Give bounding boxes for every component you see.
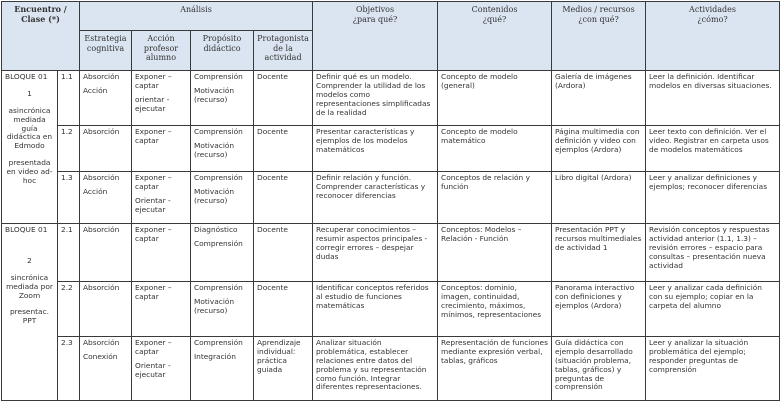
clase-cell: 1.3 <box>58 172 80 224</box>
contenidos-cell: Concepto de modelo matemático <box>438 126 552 172</box>
objetivos-cell: Definir qué es un modelo. Comprender la utilidad de los modelos como representaciones simplificadas de la realidad <box>313 71 438 126</box>
header-analisis: Análisis <box>80 2 313 31</box>
block-cell: BLOQUE 01 1 asincrónica mediada guía didáctica en Edmodo presentada en video ad-hoc <box>2 71 58 224</box>
actividades-cell: Leer texto con definición. Ver el video. Registrar en carpeta usos de modelos matemáticos <box>646 126 780 172</box>
clase-cell: 1.1 <box>58 71 80 126</box>
clase-cell: 2.1 <box>58 224 80 282</box>
clase-cell: 2.2 <box>58 282 80 337</box>
contenidos-cell: Conceptos: dominio, imagen, continuidad, crecimiento, máximos, mínimos, representaciones <box>438 282 552 337</box>
contenidos-cell: Conceptos de relación y función <box>438 172 552 224</box>
clase-cell: 1.2 <box>58 126 80 172</box>
estrategia-cell: Absorción Acción <box>80 71 132 126</box>
proposito-cell: Comprensión Motivación (recurso) <box>191 172 254 224</box>
table-row <box>2 337 780 401</box>
objetivos-cell: Analizar situación problemática, establecer relaciones entre datos del problema y su representación como función. Integrar diferentes representaciones. <box>313 337 438 401</box>
estrategia-cell: Absorción Conexión <box>80 337 132 401</box>
actividades-cell: Leer y analizar la situación problemática del ejemplo; responder preguntas de comprensión <box>646 337 780 401</box>
medios-cell: Libro digital (Ardora) <box>552 172 646 224</box>
contenidos-cell: Conceptos: Modelos – Relación - Función <box>438 224 552 282</box>
accion-cell: Exponer – captar Orientar - ejecutar <box>132 337 191 401</box>
objetivos-cell: Definir relación y función. Comprender características y reconocer diferencias <box>313 172 438 224</box>
actividades-cell: Revisión conceptos y respuestas actividad anterior (1.1, 1.3) – revisión errores – espacio para consultas – presentación nueva actividad <box>646 224 780 282</box>
objetivos-cell: Recuperar conocimientos – resumir aspectos principales - corregir errores – despejar dudas <box>313 224 438 282</box>
header-objetivos: Objetivos ¿para qué? <box>313 2 438 71</box>
actividades-cell: Leer y analizar cada definición con su ejemplo; copiar en la carpeta del alumno <box>646 282 780 337</box>
accion-cell: Exponer – captar <box>132 224 191 282</box>
protagonista-cell: Docente <box>254 224 313 282</box>
actividades-cell: Leer y analizar definiciones y ejemplos; reconocer diferencias <box>646 172 780 224</box>
protagonista-cell: Docente <box>254 282 313 337</box>
estrategia-cell: Absorción <box>80 126 132 172</box>
header-accion: Acción profesor alumno <box>132 31 191 71</box>
contenidos-cell: Concepto de modelo (general) <box>438 71 552 126</box>
objetivos-cell: Presentar características y ejemplos de los modelos matemáticos <box>313 126 438 172</box>
header-actividades: Actividades ¿cómo? <box>646 2 780 71</box>
medios-cell: Guía didáctica con ejemplo desarrollado (situación problema, tablas, gráficos) y preguntas de comprensión <box>552 337 646 401</box>
medios-cell: Galería de imágenes (Ardora) <box>552 71 646 126</box>
table-row <box>2 126 780 172</box>
header-medios: Medios / recursos ¿con qué? <box>552 2 646 71</box>
medios-cell: Panorama interactivo con definiciones y ejemplos (Ardora) <box>552 282 646 337</box>
proposito-cell: Comprensión Motivación (recurso) <box>191 71 254 126</box>
accion-cell: Exponer – captar orientar - ejecutar <box>132 71 191 126</box>
contenidos-cell: Representación de funciones mediante expresión verbal, tablas, gráficos <box>438 337 552 401</box>
actividades-cell: Leer la definición. Identificar modelos en diversas situaciones. <box>646 71 780 126</box>
objetivos-cell: Identificar conceptos referidos al estudio de funciones matemáticas <box>313 282 438 337</box>
proposito-cell: Diagnóstico Comprensión <box>191 224 254 282</box>
proposito-cell: Comprensión Motivación (recurso) <box>191 126 254 172</box>
planning-table <box>1 1 780 401</box>
estrategia-cell: Absorción Acción <box>80 172 132 224</box>
protagonista-cell: Docente <box>254 172 313 224</box>
accion-cell: Exponer – captar <box>132 282 191 337</box>
proposito-cell: Comprensión Integración <box>191 337 254 401</box>
estrategia-cell: Absorción <box>80 282 132 337</box>
medios-cell: Página multimedia con definición y video con ejemplos (Ardora) <box>552 126 646 172</box>
proposito-cell: Comprensión Motivación (recurso) <box>191 282 254 337</box>
table-row <box>2 282 780 337</box>
medios-cell: Presentación PPT y recursos multimediales de actividad 1 <box>552 224 646 282</box>
accion-cell: Exponer – captar <box>132 126 191 172</box>
protagonista-cell: Docente <box>254 71 313 126</box>
protagonista-cell: Docente <box>254 126 313 172</box>
block-cell: BLOQUE 01 2 sincrónica mediada por Zoom presentac. PPT <box>2 224 58 401</box>
header-protagonista: Protagonista de la actividad <box>254 31 313 71</box>
header-estrategia: Estrategia cognitiva <box>80 31 132 71</box>
header-proposito: Propósito didáctico <box>191 31 254 71</box>
table-row <box>2 224 780 282</box>
clase-cell: 2.3 <box>58 337 80 401</box>
table-row <box>2 71 780 126</box>
accion-cell: Exponer – captar Orientar - ejecutar <box>132 172 191 224</box>
protagonista-cell: Aprendizaje individual: práctica guiada <box>254 337 313 401</box>
header-contenidos: Contenidos ¿qué? <box>438 2 552 71</box>
table-row <box>2 172 780 224</box>
estrategia-cell: Absorción <box>80 224 132 282</box>
header-encuentro: Encuentro / Clase (*) <box>2 2 80 71</box>
